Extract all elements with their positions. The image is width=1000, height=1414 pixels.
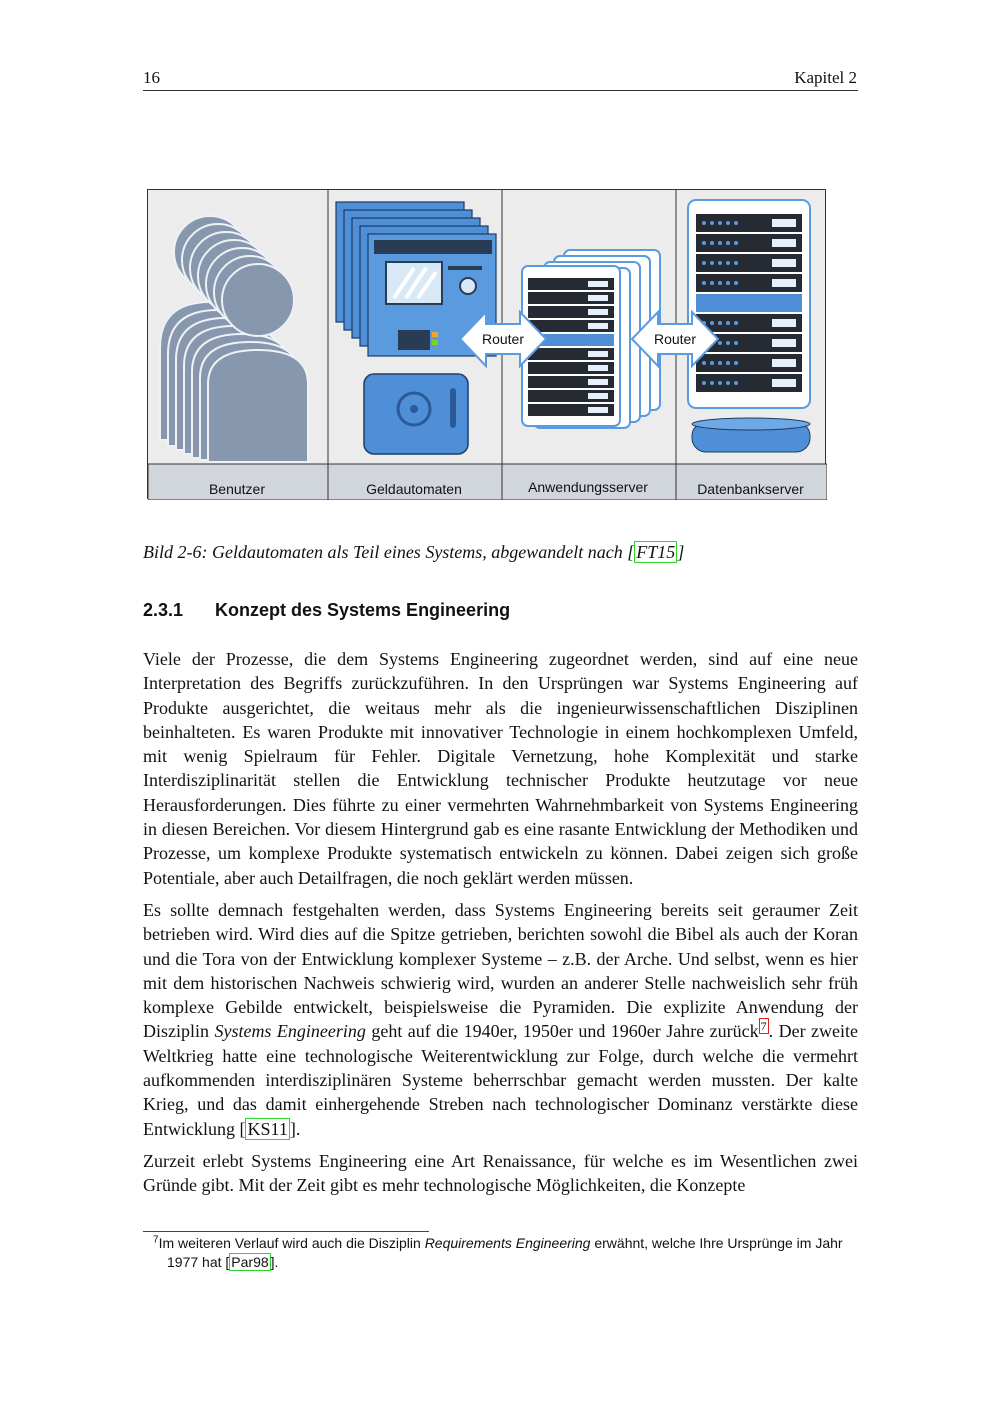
page-number: 16	[143, 68, 160, 87]
system-figure	[147, 189, 826, 499]
panel-label-atms: Geldautomaten	[366, 481, 462, 497]
running-header-chapter: Kapitel 2	[794, 68, 857, 87]
figure-caption: Bild 2-6: Geldautomaten als Teil eines Systems, abgewandelt nach [ FT15 ]	[143, 542, 685, 562]
caption-label: Bild 2-6	[143, 542, 202, 562]
citation-link[interactable]: Par98	[231, 1254, 269, 1270]
footnote-link[interactable]: 7	[760, 1019, 767, 1034]
panel-label-app-server: Anwendungsserver	[528, 479, 648, 495]
section-title: Konzept des Systems Engineering	[215, 600, 511, 620]
paragraph: Viele der Prozesse, die dem Systems Engineering zugeordnet werden, sind auf eine neue Interpretation des Begriffs zurückzuführen. In den Ursprüngen war Systems Engineering auf Produkte ausgerichtet, die weitaus mehr als die ingenieurwissenschaftlichen Disziplinen beinhalteten. Es waren Produkte mit innovativer Technologie in einem hochkomplexen Umfeld, mit wenig Spielraum für Fehler. Digitale Vernetzung, hohe Komplexität und starke Interdisziplinarität stellen die Entwicklung technischer Produkte heutzutage vor neue Herausforderungen. Dies führte zu einer vermehrten Wahrnehmbarkeit von Systems Engineering in diesen Bereichen. Vor diesem Hintergrund gab es eine rasante Entwicklung der Methodiken und Prozesse, um komplexe Produkte systematisch entwickeln zu können. Dabei zeigen sich große Potentiale, aber auch Detailfragen, die noch geklärt werden müssen.	[143, 649, 858, 888]
footnote-rule	[143, 1231, 429, 1232]
paragraph: Zurzeit erlebt Systems Engineering eine Art Renaissance, für welche es im Wesentlichen zwei Gründe gibt. Mit der Zeit gibt es mehr technologische Möglichkeiten, die Konzepte	[143, 1150, 858, 1196]
section-number: 2.3.1	[143, 600, 184, 620]
citation-link[interactable]: KS11	[247, 1118, 288, 1139]
caption-text: : Geldautomaten als Teil eines Systems, abgewandelt nach [	[201, 542, 635, 562]
router-label-1: Router	[481, 331, 525, 347]
body-text	[143, 647, 858, 1206]
router-label-2: Router	[653, 331, 697, 347]
panel-label-users: Benutzer	[208, 481, 266, 497]
citation-link[interactable]: FT15	[636, 542, 676, 562]
panel-label-db-server: Datenbankserver	[697, 481, 804, 497]
header-rule	[143, 90, 858, 91]
section-heading	[143, 600, 510, 621]
emphasis: Systems Engineering	[214, 1021, 366, 1042]
footnote: $^7$Im weiteren Verlauf wird auch die Disziplin Requirements Engineering erwähnt, welche Ihre Ursprünge im Jahr 1977 hat [ Par98 ].	[153, 1234, 843, 1270]
users-icon	[160, 216, 308, 462]
paragraph: Es sollte demnach festgehalten werden, dass Systems Engineering bereits seit geraumer Zeit betrieben wird. Wird dies auf die Spitze getrieben, berichten sowohl die Bibel als auch der Koran und die Tora von der Entwicklung komplexer Systeme – z.B. der Arche. Und selbst, wenn es hier mit dem historischen Nachweis schwierig wird, wurden an anderer Stelle nachweislich sehr früh komplexe Gebilde entwickelt, beispielsweise die Pyramiden. Die explizite Anwendung der Disziplin Systems Engineering geht auf die 1940er, 1950er und 1960er Jahre zurück $^7$ . Der zweite Weltkrieg hatte eine technologische Weiterentwicklung zur Folge, durch welche die vermehrt aufkommenden interdisziplinären Systeme beherrschbar gemacht werden mussten. Der kalte Krieg, und das damit einhergehende Streben nach technologischer Dominanz verstärkte diese Entwicklung [ KS11 ].	[143, 899, 859, 1139]
system-diagram	[148, 190, 827, 500]
footnote-mark: 7	[153, 1234, 159, 1246]
